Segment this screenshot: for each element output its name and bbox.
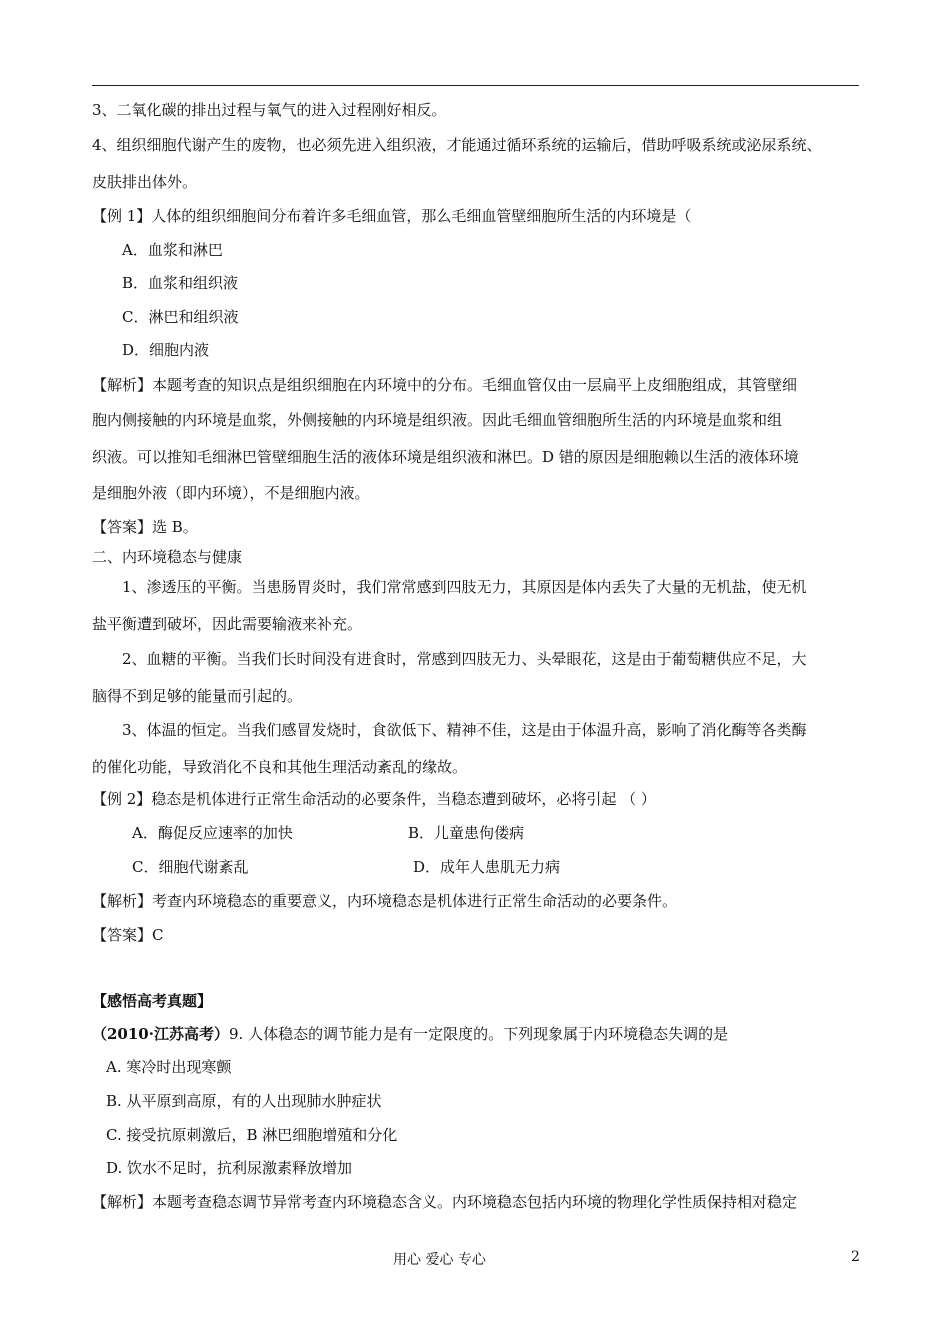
example-1-option-c: C．淋巴和组织液 — [122, 308, 239, 326]
example-2-option-a: A．酶促反应速率的加快 — [132, 824, 293, 842]
exam-option-b: B. 从平原到高原，有的人出现肺水肿症状 — [106, 1092, 382, 1110]
example-2-analysis: 【解析】考查内环境稳态的重要意义，内环境稳态是机体进行正常生命活动的必要条件。 — [92, 892, 678, 910]
section-2-item-2-line-1: 2、血糖的平衡。当我们长时间没有进食时，常感到四肢无力、头晕眼花，这是由于葡萄糖供应不足，大 — [122, 650, 807, 668]
example-2-option-b: B．儿童患佝偻病 — [408, 824, 525, 842]
section-2-item-2-line-2: 脑得不到足够的能量而引起的。 — [92, 687, 303, 705]
example-2-option-d: D．成年人患肌无力病 — [413, 858, 561, 876]
page-number: 2 — [851, 1249, 860, 1265]
exam-option-d: D. 饮水不足时，抗利尿激素释放增加 — [106, 1159, 353, 1177]
section-2-item-3-line-1: 3、体温的恒定。当我们感冒发烧时，食欲低下、精神不佳，这是由于体温升高，影响了消化酶等各类酶 — [122, 721, 807, 739]
footer-motto: 用心 爱心 专心 — [393, 1252, 486, 1268]
example-1-answer: 【答案】选 B。 — [92, 518, 198, 536]
exam-option-c: C. 接受抗原刺激后，B 淋巴细胞增殖和分化 — [106, 1126, 398, 1144]
example-2-option-c: C．细胞代谢紊乱 — [132, 858, 249, 876]
section-2-item-1-line-1: 1、渗透压的平衡。当患肠胃炎时，我们常常感到四肢无力，其原因是体内丢失了大量的无机盐，使无机 — [122, 578, 807, 596]
exam-section-heading: 【感悟高考真题】 — [92, 992, 213, 1010]
exam-question: 9. 人体稳态的调节能力是有一定限度的。下列现象属于内环境稳态失调的是 — [228, 1025, 729, 1043]
example-1-analysis-line-4: 是细胞外液（即内环境），不是细胞内液。 — [92, 484, 370, 502]
example-1-analysis-line-1: 【解析】本题考查的知识点是组织细胞在内环境中的分布。毛细血管仅由一层扁平上皮细胞组成，其管壁细 — [92, 376, 798, 394]
section-2-item-3-line-2: 的催化功能，导致消化不良和其他生理活动紊乱的缘故。 — [92, 758, 468, 776]
example-1-option-a: A．血浆和淋巴 — [122, 241, 223, 259]
exam-question-line — [92, 1024, 728, 1044]
example-1-analysis-line-3: 织液。可以推知毛细淋巴管壁细胞生活的液体环境是组织液和淋巴。D 错的原因是细胞赖以生活的液体环境 — [92, 448, 799, 466]
exam-option-a: A. 寒冷时出现寒颤 — [106, 1058, 232, 1076]
paragraph-4-line-2: 皮肤排出体外。 — [92, 173, 198, 191]
example-1-option-b: B．血浆和组织液 — [122, 274, 239, 292]
example-1-analysis-line-2: 胞内侧接触的内环境是血浆，外侧接触的内环境是组织液。因此毛细血管细胞所生活的内环境是血浆和组 — [92, 411, 783, 429]
section-2-item-1-line-2: 盐平衡遭到破坏，因此需要输液来补充。 — [92, 615, 363, 633]
exam-analysis: 【解析】本题考查稳态调节异常考查内环境稳态含义。内环境稳态包括内环境的物理化学性质保持相对稳定 — [92, 1193, 798, 1211]
exam-source: （2010·江苏高考） — [92, 1025, 229, 1043]
header-rule — [92, 85, 859, 86]
example-1-question: 【例 1】人体的组织细胞间分布着许多毛细血管，那么毛细血管壁细胞所生活的内环境是（ — [92, 207, 692, 225]
paragraph-3: 3、二氧化碳的排出过程与氧气的进入过程刚好相反。 — [92, 101, 447, 119]
section-2-heading: 二、内环境稳态与健康 — [92, 548, 243, 566]
example-2-question: 【例 2】稳态是机体进行正常生命活动的必要条件，当稳态遭到破坏，必将引起 （ ） — [92, 790, 656, 808]
example-2-answer: 【答案】C — [92, 926, 164, 944]
paragraph-4-line-1: 4、组织细胞代谢产生的废物，也必须先进入组织液，才能通过循环系统的运输后，借助呼吸系统或泌尿系统、 — [92, 136, 822, 154]
example-1-option-d: D．细胞内液 — [122, 341, 210, 359]
